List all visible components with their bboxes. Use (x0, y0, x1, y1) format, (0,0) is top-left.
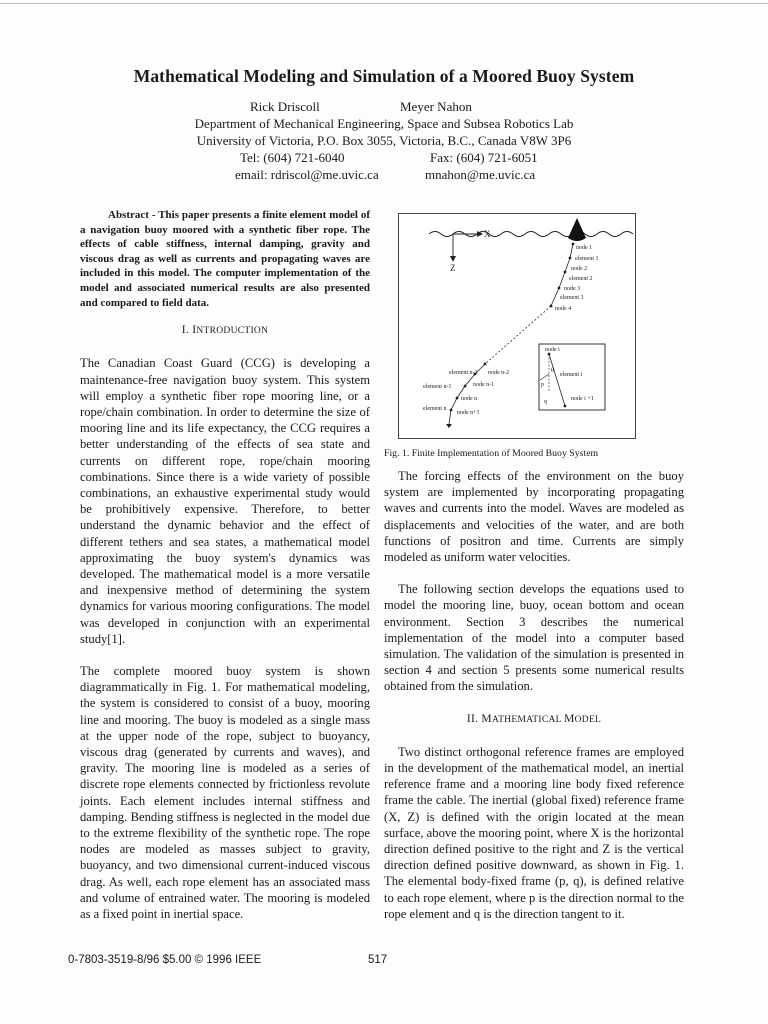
figure-1 (398, 213, 636, 439)
anchor-mark (446, 424, 452, 428)
z-axis-arrow (450, 256, 456, 262)
left-column (80, 208, 370, 922)
department: Department of Mechanical Engineering, Space and Subsea Robotics Lab (194, 116, 574, 131)
inset-node (548, 353, 551, 356)
email-left: email: rdriscol@me.uvic.ca (235, 167, 379, 182)
node-dot (456, 397, 459, 400)
node-dot (550, 305, 553, 308)
model-paragraph-1: Two distinct orthogonal reference frames are employed in the development of the mathematical model, an inertial reference frame and a mooring line body fixed reference frame the cable. The inertial (global fixed) reference frame (X, Z) is defined with the origin located at the mean surface, above the mooring point, where X is the horizontal direction defined positive to the right and Z is the vertical direction defined positive downward, as shown in Fig. 1. The elemental body-fixed frame (p, q), is defined relative to each rope element, where p is the direction normal to the rope element and q is the direction tangent to it. (384, 744, 684, 921)
section-heading-model: II. MATHEMATICAL MODEL (466, 712, 602, 725)
author-block (0, 98, 768, 183)
author-right: Meyer Nahon (400, 99, 472, 114)
right-column (384, 468, 684, 922)
email-right: mnahon@me.uvic.ca (425, 167, 536, 182)
label-node-4: node 4 (555, 306, 572, 312)
inset-label-p: p (541, 382, 544, 388)
right-paragraph-1: The forcing effects of the environment on the buoy system are implemented by incorporating propagating waves and currents into the model. Waves are modeled as displacements and velocities of the water, and are both functions of positron and time. Currents are simply modeled as uniform water velocities. (384, 469, 684, 565)
inset-label-q: q (544, 399, 547, 405)
node-dot (564, 271, 567, 274)
label-node-n-2: node n-2 (488, 370, 510, 376)
inset-element (549, 354, 565, 406)
label-node-2: node 2 (571, 266, 588, 272)
figure-caption: Fig. 1. Finite Implementation of Moored Buoy System (384, 448, 599, 459)
fax: Fax: (604) 721-6051 (430, 150, 538, 165)
footer-copyright: 0-7803-3519-8/96 $5.00 © 1996 IEEE (68, 954, 262, 966)
node-dot (558, 287, 561, 290)
label-element-n-2: element n-2 (449, 370, 478, 376)
label-element-3: element 3 (560, 295, 584, 301)
mooring-line-dashed (485, 306, 551, 364)
figure-1-drawing (399, 214, 635, 438)
label-element-2: element 2 (569, 276, 593, 282)
label-node-n: node n (461, 396, 478, 402)
x-axis-label: X (484, 229, 491, 239)
university: University of Victoria, P.O. Box 3055, Victoria, B.C., Canada V8W 3P6 (196, 133, 572, 148)
node-dot (450, 409, 453, 412)
intro-paragraph-2: The complete moored buoy system is shown diagrammatically in Fig. 1. For mathematical modeling, the system is considered to consist of a buoy, mooring line and mooring. The buoy is modeled as a single mass at the upper node of the rope, subject to buoyancy, viscous drag (generated by currents and waves), and gravity. The mooring line is modeled as a series of discrete rope elements connected by frictionless revolute joints. Each element includes internal stiffness and damping. Bending stiffness is neglected in the model due to the extreme flexibility of the synthetic rope. The rope nodes are modeled as masses subject to gravity, buoyancy, and two dimensional current-induced viscous drag. As well, each rope element has an associated mass and volume of entrained water. The mooring is modeled as a fixed point in inertial space. (80, 664, 370, 922)
buoy-shape (568, 218, 586, 241)
tel: Tel: (604) 721-6040 (240, 150, 345, 165)
label-node-n-1: node n-1 (473, 382, 495, 388)
emails (0, 166, 768, 183)
right-paragraph-2: The following section develops the equations used to model the mooring line, buoy, ocean bottom and ocean environment. Section 3 describes the numerical implementation of the model into a computer based simulation. The validation of the simulation is presented in section 4 and section 5 presents some numerical results obtained from the simulation. (384, 582, 684, 694)
node-dot (569, 257, 572, 260)
section-heading-introduction: I. INTRODUCTION (181, 324, 269, 337)
inset-label-element-i: element i (560, 372, 583, 378)
inset-label-node-i: node i (545, 347, 560, 353)
inset-node (564, 405, 567, 408)
abstract: Abstract - This paper presents a finite element model of a navigation buoy moored with a synthetic fiber rope. The effects of cable stiffness, internal damping, gravity and viscous drag as well as currents and propagating waves are included in this model. The computer implementation of the model and associated numerical results are also presented and compared to field data. (80, 209, 370, 309)
intro-paragraph-1: The Canadian Coast Guard (CCG) is developing a maintenance-free navigation buoy system. This system will employ a synthetic fiber rope mooring line, or a rope/chain combination. In order to determine the size of mooring line and its life expectancy, the CCG requires a better understanding of the effects of sea state and currents on different rope, rope/chain mooring combinations. Since there is a wide variety of possible combinations, an exhaustive experimental study would be prohibitively expensive. Therefore, to better understand the dynamic behavior and the effect of different tethers and sea states, a mathematical model approximating the buoy system's dynamics was developed. The mathematical model is a more versatile and inexpensive method of determining the system dynamics for various mooring configurations. The model was developed in conjunction with an experimental study[1]. (80, 356, 370, 646)
inset-p-axis (540, 374, 549, 380)
author-left: Rick Driscoll (250, 99, 320, 114)
page-number: 517 (368, 954, 388, 966)
paper-title: Mathematical Modeling and Simulation of a Moored Buoy System (133, 66, 635, 86)
label-element-n-1: element n-1 (423, 384, 452, 390)
label-node-1: node 1 (576, 245, 593, 251)
node-dot (464, 385, 467, 388)
z-axis-label: Z (450, 263, 456, 273)
label-element-1: element 1 (575, 256, 599, 262)
top-rule (0, 3, 768, 4)
phone-fax (0, 149, 768, 166)
inset-label-node-i-plus-1: node i +1 (571, 396, 594, 402)
author-names (0, 98, 768, 115)
label-element-n: element n (423, 406, 447, 412)
node-dot (484, 363, 487, 366)
inset-label-theta: θ (551, 368, 554, 374)
label-node-n-plus-1: node n+1 (457, 410, 480, 416)
node-dot (572, 243, 575, 246)
label-node-3: node 3 (564, 286, 581, 292)
